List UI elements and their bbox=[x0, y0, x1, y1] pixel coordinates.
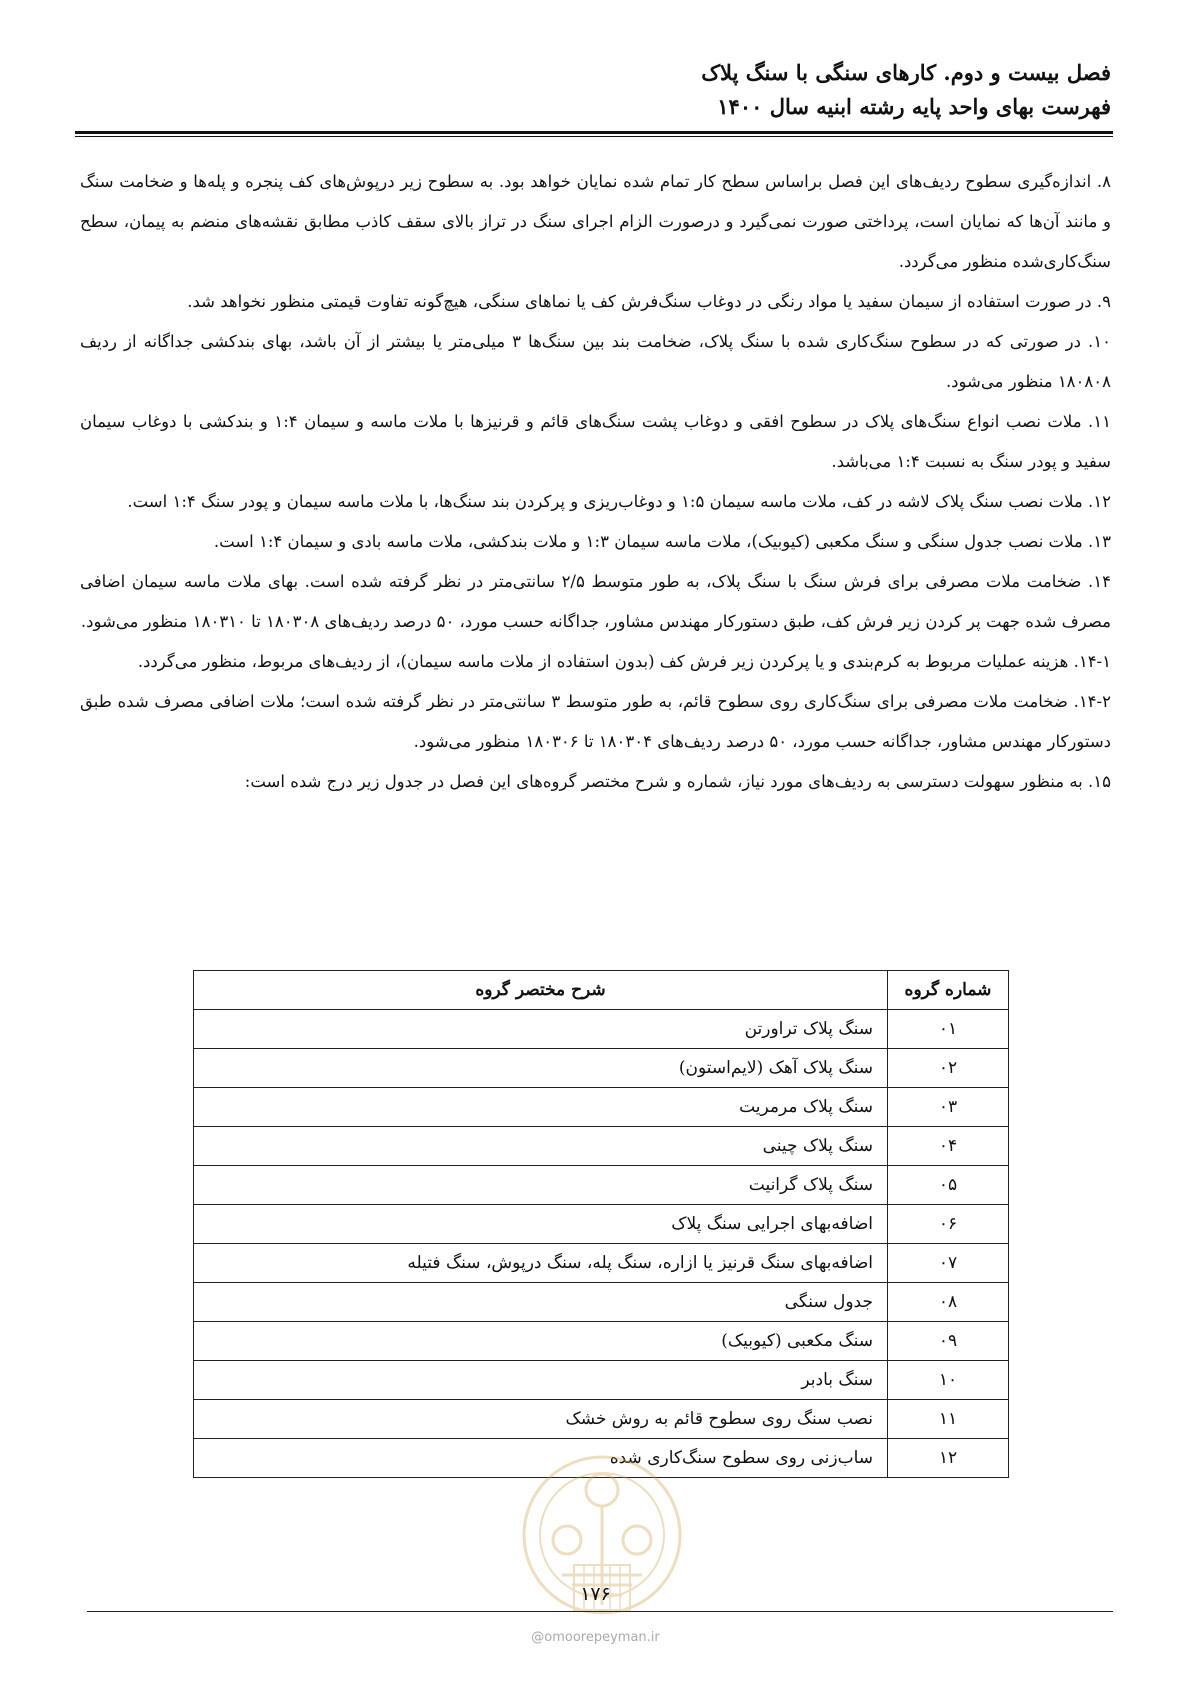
paragraph-9: ۹. در صورت استفاده از سیمان سفید یا مواد رنگی در دوغاب سنگ‌فرش کف یا نماهای سنگی، هیچ‌گونه تفاوت قیمتی منظور نخواهد شد. bbox=[187, 292, 1111, 311]
group-number: ۰۱ bbox=[888, 1010, 1009, 1049]
page-header bbox=[80, 56, 1111, 124]
chapter-title: فصل بیست و دوم. کارهای سنگی با سنگ پلاک bbox=[701, 60, 1111, 85]
page-number: ۱۷۶ bbox=[580, 1583, 611, 1605]
paragraph-14-1: ۱۴-۱. هزینه عملیات مربوط به کرم‌بندی و یا پرکردن زیر فرش کف (بدون استفاده از ملات ماسه سیمان)، از ردیف‌های مربوط، منظور می‌گردد. bbox=[137, 652, 1111, 671]
group-description: نصب سنگ روی سطوح قائم به روش خشک bbox=[194, 1400, 888, 1439]
table-row bbox=[194, 1010, 1009, 1049]
group-number: ۱۲ bbox=[888, 1439, 1009, 1478]
group-number: ۰۴ bbox=[888, 1127, 1009, 1166]
site-watermark-text: @omoorepeyman.ir bbox=[531, 1630, 660, 1645]
table-row bbox=[194, 1088, 1009, 1127]
group-number: ۰۸ bbox=[888, 1283, 1009, 1322]
paragraph-14: ۱۴. ضخامت ملات مصرفی برای فرش سنگ با سنگ پلاک، به طور متوسط ۲/۵ سانتی‌متر در نظر گرفته شده است. بهای ملات ماسه سیمان اضافی مصرف شده جهت پر کردن زیر فرش کف، طبق دستورکار مهندس مشاور، جداگانه حسب مورد، ۵۰ درصد ردیف‌های ۱۸۰۳۰۸ تا ۱۸۰۳۱۰ منظور می‌شود. bbox=[80, 572, 1112, 631]
body-text bbox=[80, 162, 1111, 802]
group-description: ساب‌زنی روی سطوح سنگ‌کاری شده bbox=[194, 1439, 888, 1478]
group-number: ۰۶ bbox=[888, 1205, 1009, 1244]
paragraph-15: ۱۵. به منظور سهولت دسترسی به ردیف‌های مورد نیاز، شماره و شرح مختصر گروه‌های این فصل در جدول زیر درج شده است: bbox=[244, 772, 1111, 791]
table-row bbox=[194, 1400, 1009, 1439]
table-row bbox=[194, 1166, 1009, 1205]
header-rule-thin bbox=[75, 136, 1113, 137]
header-rule-thick bbox=[75, 131, 1113, 134]
group-description: سنگ بادبر bbox=[194, 1361, 888, 1400]
table-row bbox=[194, 1283, 1009, 1322]
group-table bbox=[193, 970, 1009, 1478]
group-number: ۰۳ bbox=[888, 1088, 1009, 1127]
omoorepeyman-seal-icon bbox=[512, 1435, 692, 1635]
header-group-number: شماره گروه bbox=[888, 971, 1009, 1010]
group-description: سنگ پلاک مرمریت bbox=[194, 1088, 888, 1127]
table-row bbox=[194, 1361, 1009, 1400]
group-description: اضافه‌بهای اجرایی سنگ پلاک bbox=[194, 1205, 888, 1244]
table-row bbox=[194, 1127, 1009, 1166]
paragraph-12: ۱۲. ملات نصب سنگ پلاک لاشه در کف، ملات ماسه سیمان ۱:۵ و دوغاب‌ریزی و پرکردن بند سنگ‌ها، با ملات ماسه سیمان و پودر سنگ ۱:۴ است. bbox=[127, 492, 1111, 511]
group-number: ۰۲ bbox=[888, 1049, 1009, 1088]
group-description: جدول سنگی bbox=[194, 1283, 888, 1322]
table-row bbox=[194, 1244, 1009, 1283]
footer-rule bbox=[87, 1611, 1113, 1612]
group-description: سنگ پلاک تراورتن bbox=[194, 1010, 888, 1049]
paragraph-8: ۸. اندازه‌گیری سطوح ردیف‌های این فصل براساس سطح کار تمام شده نمایان خواهد بود. به سطوح زیر درپوش‌های کف پنجره و پله‌ها و ضخامت سنگ و مانند آن‌ها که نمایان است، پرداختی صورت نمی‌گیرد و درصورت الزام اجرای سنگ در تراز بالای سقف کاذب مطابق نقشه‌های منضم به پیمان، سطح سنگ‌کاری‌شده منظور می‌گردد. bbox=[80, 172, 1111, 271]
paragraph-14-2: ۱۴-۲. ضخامت ملات مصرفی برای سنگ‌کاری روی سطوح قائم، به طور متوسط ۳ سانتی‌متر در نظر گرفته شده است؛ ملات اضافی مصرف شده طبق دستورکار مهندس مشاور، جداگانه حسب مورد، ۵۰ درصد ردیف‌های ۱۸۰۳۰۴ تا ۱۸۰۳۰۶ منظور می‌شود. bbox=[80, 692, 1111, 751]
group-description: سنگ پلاک چینی bbox=[194, 1127, 888, 1166]
group-description: سنگ پلاک گرانیت bbox=[194, 1166, 888, 1205]
table-row bbox=[194, 1322, 1009, 1361]
group-number: ۰۵ bbox=[888, 1166, 1009, 1205]
header-group-description: شرح مختصر گروه bbox=[194, 971, 888, 1010]
paragraph-11: ۱۱. ملات نصب انواع سنگ‌های پلاک در سطوح افقی و دوغاب پشت سنگ‌های قائم و قرنیزها با ملات ماسه و سیمان ۱:۴ و بندکشی با دوغاب سیمان سفید و پودر سنگ به نسبت ۱:۴ می‌باشد. bbox=[80, 412, 1111, 471]
paragraph-10: ۱۰. در صورتی که در سطوح سنگ‌کاری شده با سنگ پلاک، ضخامت بند بین سنگ‌ها ۳ میلی‌متر یا بیشتر از آن باشد، بهای بندکشی جداگانه از ردیف ۱۸۰۸۰۸ منظور می‌شود. bbox=[80, 332, 1111, 391]
table-header-row bbox=[194, 971, 1009, 1010]
table-row bbox=[194, 1205, 1009, 1244]
document-title: فهرست بهای واحد پایه رشته ابنیه سال ۱۴۰۰ bbox=[717, 94, 1111, 119]
paragraph-13: ۱۳. ملات نصب جدول سنگی و سنگ مکعبی (کیوبیک)، ملات ماسه سیمان ۱:۳ و ملات بندکشی، ملات ماسه بادی و سیمان ۱:۴ است. bbox=[213, 532, 1111, 551]
group-number: ۰۹ bbox=[888, 1322, 1009, 1361]
group-description: سنگ پلاک آهک (لایم‌استون) bbox=[194, 1049, 888, 1088]
group-description: اضافه‌بهای سنگ قرنیز یا ازاره، سنگ پله، سنگ درپوش، سنگ فتیله bbox=[194, 1244, 888, 1283]
table-row bbox=[194, 1049, 1009, 1088]
group-number: ۱۰ bbox=[888, 1361, 1009, 1400]
group-number: ۱۱ bbox=[888, 1400, 1009, 1439]
group-description: سنگ مکعبی (کیوبیک) bbox=[194, 1322, 888, 1361]
group-number: ۰۷ bbox=[888, 1244, 1009, 1283]
